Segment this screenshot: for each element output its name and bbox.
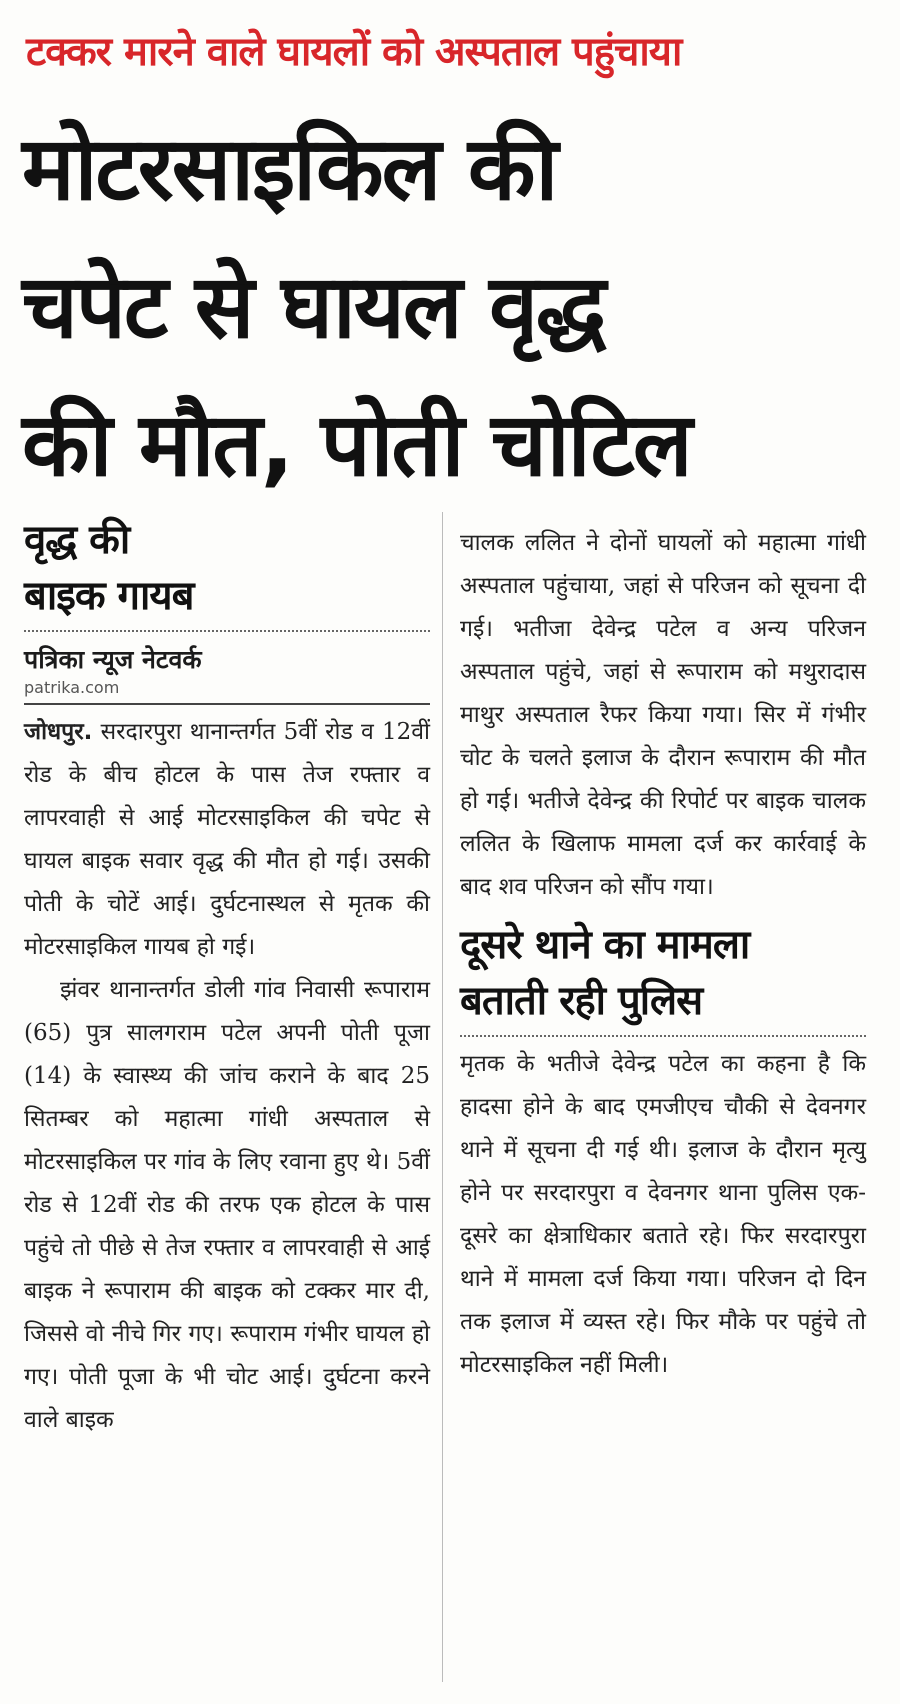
right-subhead xyxy=(460,917,866,1029)
right-subhead-line-2: बताती रही पुलिस xyxy=(460,978,703,1024)
left-paragraph-2: झंवर थानान्तर्गत डोली गांव निवासी रूपाराम (65) पुत्र सालगराम पटेल अपनी पोती पूजा (14) के स्वास्थ्य की जांच कराने के बाद 25 सितम्बर को महात्मा गांधी अस्पताल से मोटरसाइकिल पर गांव के लिए रवाना हुए थे। 5वीं रोड से 12वीं रोड की तरफ एक होटल के पास पहुंचे तो पीछे से तेज रफ्तार व लापरवाही से आई बाइक ने रूपाराम की बाइक को टक्कर मार दी, जिससे वो नीचे गिर गए। रूपाराम गंभीर घायल हो गए। पोती पूजा के भी चोट आई। दुर्घटना करने वाले बाइक xyxy=(24,977,430,1433)
headline-line-1: मोटरसाइकिल की xyxy=(22,117,557,220)
right-paragraph-1: चालक ललित ने दोनों घायलों को महात्मा गांधी अस्पताल पहुंचाया, जहां से परिजन को सूचना दी गई। भतीजा देवेन्द्र पटेल व अन्य परिजन अस्पताल पहुंचे, जहां से रूपाराम को मथुरादास माथुर अस्पताल रैफर किया गया। सिर में गंभीर चोट के चलते इलाज के दौरान रूपाराम की मौत हो गई। भतीजे देवेन्द्र की रिपोर्ट पर बाइक चालक ललित के खिलाफ मामला दर्ज कर कार्रवाई के बाद शव परिजन को सौंप गया। xyxy=(460,530,866,900)
right-subhead-line-1: दूसरे थाने का मामला xyxy=(460,922,750,968)
byline-rule xyxy=(24,703,430,705)
byline-site: patrika.com xyxy=(24,678,120,697)
subhead-rule xyxy=(24,630,430,632)
right-paragraph-2: मृतक के भतीजे देवेन्द्र पटेल का कहना है कि हादसा होने के बाद एमजीएच चौकी से देवनगर थाने में सूचना दी गई थी। इलाज के दौरान मृत्यु होने पर सरदारपुरा व देवनगर थाना पुलिस एक-दूसरे का क्षेत्राधिकार बताते रहे। फिर सरदारपुरा थाने में मामला दर्ज किया गया। परिजन दो दिन तक इलाज में व्यस्त रहे। फिर मौके पर पहुंचे तो मोटरसाइकिल नहीं मिली। xyxy=(460,1051,866,1378)
right-subhead-rule xyxy=(460,1035,866,1037)
left-subhead xyxy=(24,512,430,624)
column-divider xyxy=(442,512,443,1682)
left-column xyxy=(24,512,430,1442)
headline-line-3: की मौत, पोती चोटिल xyxy=(22,393,691,496)
left-paragraph-1-text: सरदारपुरा थानान्तर्गत 5वीं रोड व 12वीं रोड के बीच होटल के पास तेज रफ्तार व लापरवाही से आई मोटरसाइकिल की चपेट से घायल बाइक सवार वृद्ध की मौत हो गई। उसकी पोती के चोटें आई। दुर्घटनास्थल से मृतक की मोटरसाइकिल गायब हो गई। xyxy=(24,719,430,960)
byline: पत्रिका न्यूज नेटवर्क xyxy=(24,645,202,674)
main-headline xyxy=(22,100,882,514)
headline-line-2: चपेट से घायल वृद्ध xyxy=(22,255,605,358)
kicker-headline: टक्कर मारने वाले घायलों को अस्पताल पहुंचाया xyxy=(26,29,682,75)
left-subhead-line-1: वृद्ध की xyxy=(24,517,130,563)
right-column xyxy=(460,522,866,1387)
left-paragraph-1 xyxy=(24,711,430,969)
left-subhead-line-2: बाइक गायब xyxy=(24,573,194,619)
dateline: जोधपुर. xyxy=(24,719,93,745)
